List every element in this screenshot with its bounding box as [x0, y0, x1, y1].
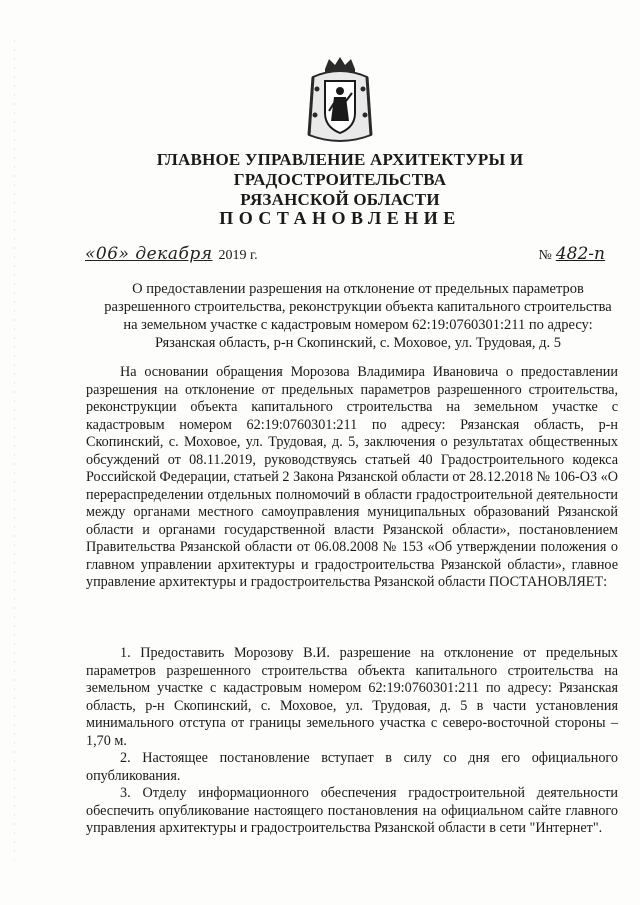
document-type-heading: ПОСТАНОВЛЕНИЕ [219, 208, 461, 228]
document-number [539, 244, 606, 264]
subject-line: на земельном участке с кадастровым номером 62:19:0760301:211 по адресу: [123, 317, 593, 333]
resolution-item-2: 2. Настоящее постановление вступает в силу со дня его официального опубликования. [86, 750, 618, 784]
subject-line: Рязанская область, р-н Скопинский, с. Моховое, ул. Трудовая, д. 5 [154, 335, 562, 351]
resolution-item-1: 1. Предоставить Морозову В.И. разрешение на отклонение от предельных параметров разрешенного строительства объекта капитального строительства на земельном участке с кадастровым номером 62:19:0760301:211 по адресу: Рязанская область, р-н Скопинский, с. Моховое, ул. Трудовая, д. 5 в части установления минимального отступа от границы земельного участка с северо-восточной стороны – 1,70 м. [86, 645, 618, 749]
date-year: 2019 г. [218, 248, 258, 263]
date-number-row [85, 244, 605, 270]
organization-title [60, 150, 620, 210]
preamble-paragraph [86, 364, 618, 592]
ryazan-coat-of-arms-icon [305, 55, 375, 147]
handwritten-number: 482-п [555, 244, 605, 264]
preamble-text: На основании обращения Морозова Владимира Ивановича о предоставлении разрешения на отклонение от предельных параметров разрешенного строительства, реконструкции объекта капитального строительства на земельном участке с кадастровым номером 62:19:0760301:211 по адресу: Рязанская область, р-н Скопинский, с. Моховое, ул. Трудовая, д. 5, заключения о результатах общественных обсуждений от 08.11.2019, руководствуясь статьей 40 Градостроительного кодекса Российской Федерации, статьей 2 Закона Рязанской области от 28.12.2018 № 106-ОЗ «О перераспределении отдельных полномочий в области градостроительной деятельности между органами местного самоуправления муниципальных образований Рязанской области и органами государственной власти Рязанской области», постановлением Правительства Рязанской области от 06.08.2008 № 153 «Об утверждении положения о главном управлении архитектуры и градостроительства Рязанской области», главное управление архитектуры и градостроительства Рязанской области ПОСТАНОВЛЯЕТ: [86, 364, 618, 590]
subject-line: О предоставлении разрешения на отклонение от предельных параметров [132, 281, 584, 297]
organization-title-line1: ГЛАВНОЕ УПРАВЛЕНИЕ АРХИТЕКТУРЫ И ГРАДОСТРОИТЕЛЬСТВА [156, 150, 524, 189]
subject-line: разрешенного строительства, реконструкции объекта капитального строительства [104, 299, 612, 315]
scan-edge-artifact [14, 40, 15, 860]
organization-title-line2: РЯЗАНСКОЙ ОБЛАСТИ [240, 190, 440, 209]
document-subject [88, 280, 628, 352]
handwritten-date: «06» декабря [85, 244, 213, 264]
resolution-item-3: 3. Отделу информационного обеспечения градостроительной деятельности обеспечить опубликование настоящего постановления на официальном сайте главного управления архитектуры и градостроительства Рязанской области в сети "Интернет". [86, 785, 618, 836]
resolution-items [86, 645, 618, 838]
number-prefix: № [538, 248, 552, 263]
